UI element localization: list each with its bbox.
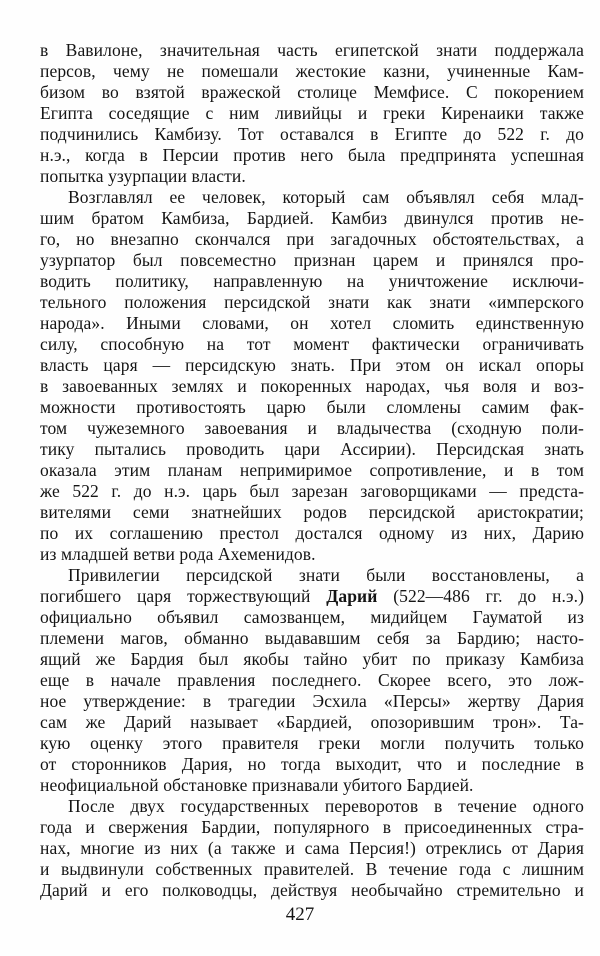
- text-line: бизом во взятой вражеской столице Мемфисе. С покорением: [40, 82, 584, 102]
- text-line: года и свержения Бардии, популярного в присоединенных стра-: [40, 817, 584, 837]
- page-number: 427: [285, 904, 315, 925]
- text-line: узурпатор был повсеместно признан царем и принялся про-: [40, 250, 584, 270]
- text-line: из младшей ветви рода Ахеменидов.: [40, 544, 316, 564]
- text-line: Возглавлял ее человек, который сам объявлял себя млад-: [68, 187, 584, 207]
- text-line: том чужеземного завоевания и владычества (сходную поли-: [40, 418, 584, 438]
- text-line: в Вавилоне, значительная часть египетской знати поддержала: [40, 40, 584, 60]
- text-line: и выдвинули собственных правителей. В течение года с лишним: [40, 859, 584, 879]
- text-line: н.э., когда в Персии против него была предпринята успешная: [40, 145, 584, 165]
- text-segment: погибшего царя торжествующий: [40, 586, 327, 606]
- text-line: шим братом Камбиза, Бардией. Камбиз двинулся против не-: [40, 208, 584, 228]
- text-line: силу, способную на тот момент фактически ограничивать: [40, 334, 584, 354]
- text-line: же 522 г. до н.э. царь был зарезан заговорщиками — предста-: [40, 481, 584, 501]
- text-line: неофициальной обстановке признавали убитого Бардией.: [40, 775, 474, 795]
- bold-term: Дарий: [326, 586, 378, 606]
- text-line: Дарий и его полководцы, действуя необычайно стремительно и: [40, 880, 584, 900]
- text-line: персов, чему не помешали жестокие казни, учиненные Кам-: [40, 61, 584, 81]
- text-line: подчинились Камбизу. Тот оставался в Египте до 522 г. до: [40, 124, 584, 144]
- text-line: сам же Дарий называет «Бардией, опозорившим трон». Та-: [40, 712, 584, 732]
- text-line: народа». Иными словами, он хотел сломить единственную: [40, 313, 584, 333]
- text-line: ное утверждение: в трагедии Эсхила «Персы» жертву Дария: [40, 691, 584, 711]
- text-line: в завоеванных землях и покоренных народах, чья воля и воз-: [40, 376, 584, 396]
- text-line: ящий же Бардия был якобы тайно убит по приказу Камбиза: [40, 649, 584, 669]
- text-segment: (522—486 гг. до н.э.): [377, 586, 584, 606]
- text-line: тельного положения персидской знати как знати «имперского: [40, 292, 584, 312]
- text-line: от сторонников Дария, но тогда выходит, что и последние в: [40, 754, 584, 774]
- text-line: [40, 586, 584, 607]
- text-line: официально объявил самозванцем, мидийцем Гауматой из: [40, 607, 584, 627]
- text-line: Египта соседящие с ним ливийцы и греки Киренаики также: [40, 103, 584, 123]
- text-line: можности противостоять царю были сломлены самим фак-: [40, 397, 584, 417]
- text-line: Привилегии персидской знати были восстановлены, а: [68, 565, 584, 585]
- text-line: водить политику, направленную на уничтожение исключи-: [40, 271, 584, 291]
- text-line: го, но внезапно скончался при загадочных обстоятельствах, а: [40, 229, 584, 249]
- text-line: по их соглашению престол достался одному из них, Дарию: [40, 523, 584, 543]
- text-line: После двух государственных переворотов в течение одного: [68, 796, 584, 816]
- text-line: попытка узурпации власти.: [40, 166, 246, 186]
- text-line: еще в начале правления последнего. Скорее всего, это лож-: [40, 670, 584, 690]
- text-line: нах, многие из них (а также и сама Персия!) отреклись от Дария: [40, 838, 584, 858]
- text-line: племени магов, обманно выдававшим себя за Бардию; насто-: [40, 628, 584, 648]
- text-line: вителями семи знатнейших родов персидской аристократии;: [40, 502, 584, 522]
- text-line: власть царя — персидскую знать. При этом он искал опоры: [40, 355, 584, 375]
- text-line: оказала этим планам непримиримое сопротивление, и в том: [40, 460, 584, 480]
- text-block: [40, 40, 584, 901]
- text-line: тику пытались проводить цари Ассирии). Персидская знать: [40, 439, 584, 459]
- text-line: кую оценку этого правителя греки могли получить только: [40, 733, 584, 753]
